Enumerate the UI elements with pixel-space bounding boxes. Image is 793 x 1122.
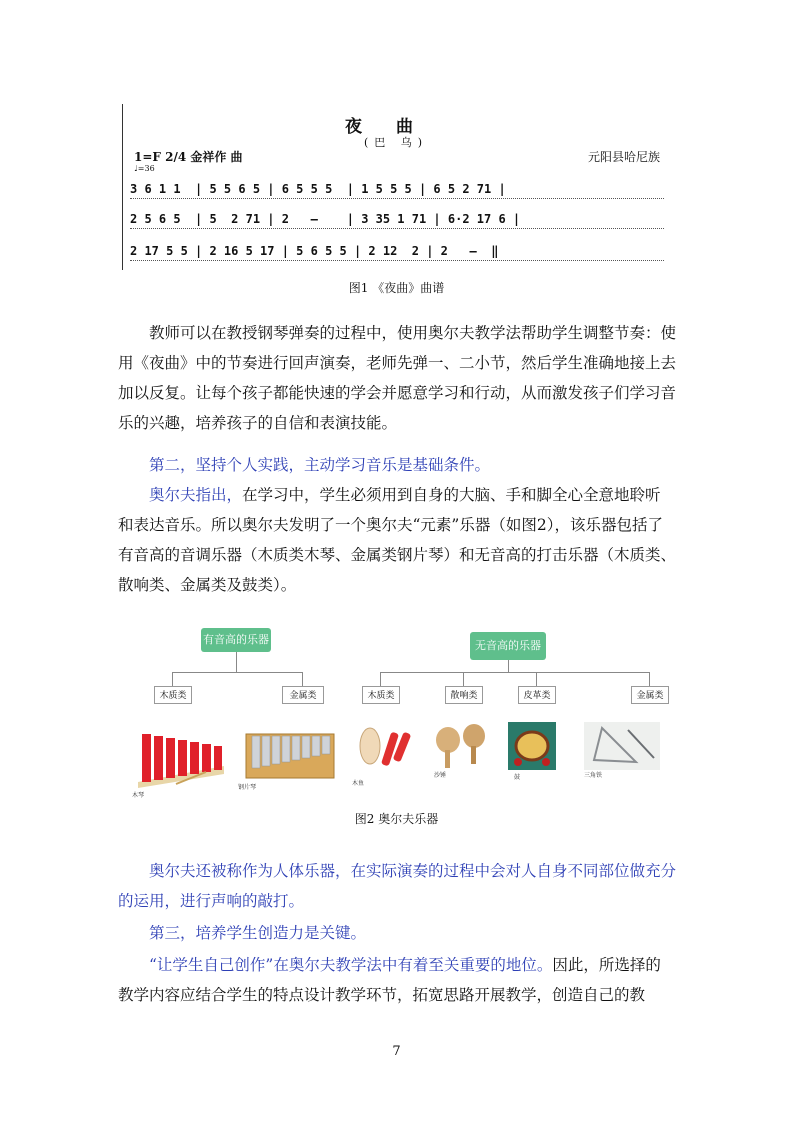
paragraph-2-body: 在学习中，学生必须用到自身的大脑、手和脚全心全意地聆听和表达音乐。所以奥尔夫发明了一个奥尔夫“元素”乐器（如图2），该乐器包括了有音高的音调乐器（木质类木琴、金属类钢片琴）和无音高的打击乐器（木质类、散响类、金属类及鼓类）。 (118, 486, 677, 594)
music-score (122, 104, 670, 270)
paragraph-2 (118, 480, 676, 600)
score-source: 元阳县哈尼族 (587, 150, 660, 164)
paragraph-4 (118, 950, 676, 1010)
paragraph-1: 教师可以在教授钢琴弹奏的过程中，使用奥尔夫教学法帮助学生调整节奏：使用《夜曲》中的节奏进行回声演奏，老师先弹一、二小节，然后学生准确地接上去加以反复。让每个孩子都能快速的学会并愿意学习和行动，从而激发孩子们学习音乐的兴趣，培养孩子的自信和表演技能。 (118, 324, 677, 432)
figure-1-caption: 图1 《夜曲》曲谱 (348, 281, 445, 295)
score-title: 夜曲 (345, 117, 447, 137)
label-drum: 鼓 (514, 775, 521, 781)
score-key: 1=F 2/4 金祥作 曲 (134, 150, 243, 164)
label-triangle: 三角铁 (584, 773, 603, 779)
heading-2: 第二，坚持个人实践，主动学习音乐是基础条件。 (149, 456, 491, 474)
glockenspiel-image (244, 728, 336, 780)
score-subtitle: (巴 乌) (363, 136, 429, 149)
leaf-wood-unpitched: 木质类 (362, 686, 400, 704)
connector (302, 672, 303, 686)
paragraph-3: 奥尔夫还被称作为人体乐器，在实际演奏的过程中会对人自身不同部位做充分的运用，进行声响的敲打。 (118, 862, 677, 910)
instrument-diagram (128, 618, 668, 803)
connector (463, 672, 464, 686)
connector (236, 652, 237, 672)
leaf-metal-pitched: 金属类 (282, 686, 324, 704)
leaf-metal-unpitched: 金属类 (631, 686, 669, 704)
connector (536, 672, 537, 686)
connector (172, 672, 302, 673)
leaf-shaker: 散响类 (445, 686, 483, 704)
xylophone-image (136, 726, 226, 788)
triangle-image (584, 722, 660, 770)
heading-3: 第三，培养学生创造力是关键。 (149, 924, 367, 942)
label-xylophone: 木琴 (132, 793, 145, 799)
connector (649, 672, 650, 686)
woodblock-image (350, 724, 414, 772)
paragraph-4-body: 因此，所选择的教学内容应结合学生的特点设计教学环节，拓宽思路开展教学，创造自己的教 (118, 956, 661, 1004)
node-pitched: 有音高的乐器 (201, 628, 271, 652)
paragraph-4-lead: “让学生自己创作”在奥尔夫教学法中有着至关重要的地位。 (149, 956, 553, 974)
score-tempo: ♩=36 (134, 164, 155, 173)
connector (380, 672, 650, 673)
node-unpitched: 无音高的乐器 (470, 632, 546, 660)
score-row-1: 3 6 1 1 | 5 5 6 5 | 6 5 5 5 | 1 5 5 5 | 6 5 2 71 | (130, 182, 664, 199)
leaf-leather: 皮革类 (518, 686, 556, 704)
leaf-wood-pitched: 木质类 (154, 686, 192, 704)
label-glockenspiel: 钢片琴 (238, 785, 257, 791)
score-row-3: 2 17 5 5 | 2 16 5 17 | 5 6 5 5 | 2 12 2 | 2 — ‖ (130, 244, 664, 261)
score-row-2: 2 5 6 5 | 5 2 71 | 2 — | 3 35 1 71 | 6·2 17 6 | (130, 212, 664, 229)
label-woodblock: 木鱼 (352, 781, 365, 787)
figure-2-caption: 图2 奥尔夫乐器 (354, 812, 439, 826)
label-maracas: 沙锤 (434, 773, 447, 779)
drum-image (508, 722, 556, 770)
connector (508, 660, 509, 672)
paragraph-2-lead: 奥尔夫指出， (149, 486, 243, 504)
page-number: 7 (392, 1044, 401, 1059)
connector (380, 672, 381, 686)
connector (172, 672, 173, 686)
maracas-image (428, 722, 490, 770)
